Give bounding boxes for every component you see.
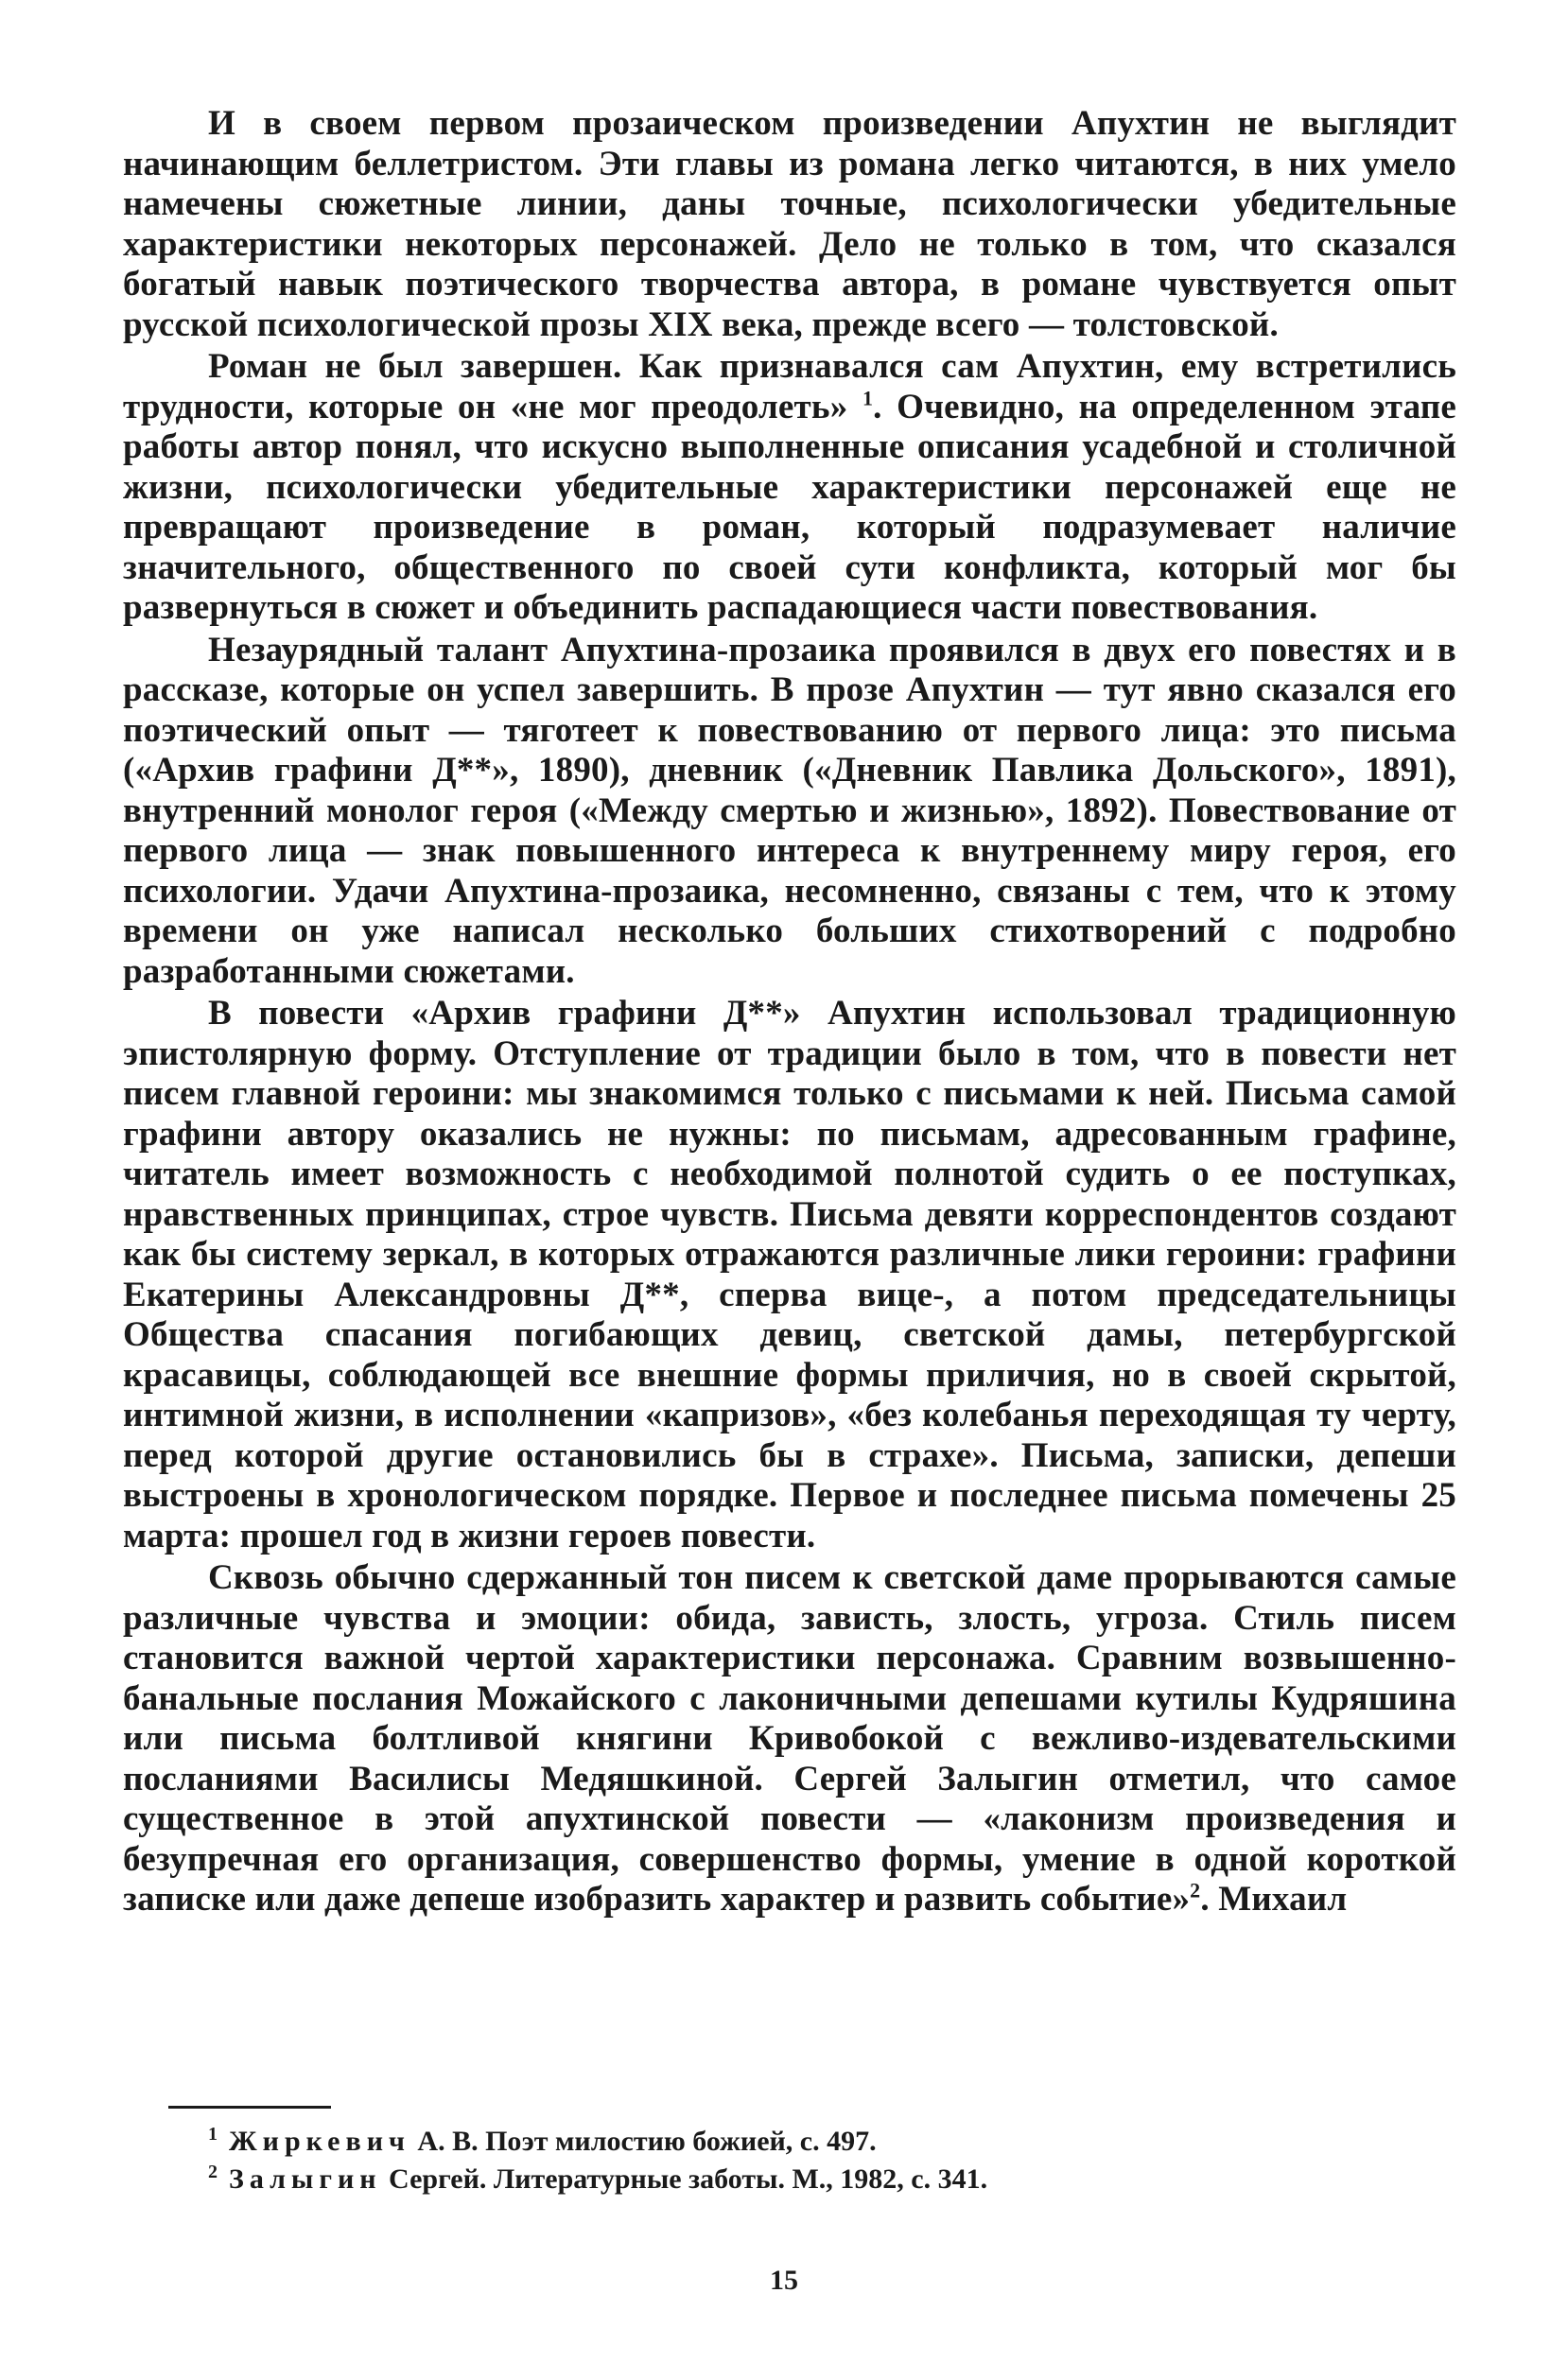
paragraph bbox=[123, 347, 1456, 629]
footnote-author: Залыгин bbox=[229, 2163, 382, 2195]
paragraph bbox=[123, 104, 1456, 345]
footnote-reference: 2 bbox=[1190, 1878, 1201, 1902]
paragraph-text: И в своем первом прозаическом произведении Апухтин не выглядит начинающим беллетристом. Эти главы из романа легко читаются, в них умело намечены сюжетные линии, даны точные, психологически убедительные характеристики некоторых персонажей. Дело не только в том, что сказался богатый навык поэтического творчества автора, в романе чувствуется опыт русской психологической прозы XIX века, прежде всего — толстовской. bbox=[123, 104, 1456, 344]
paragraph-text: В повести «Архив графини Д**» Апухтин использовал традиционную эпистолярную форму. Отступление от традиции было в том, что в повести нет писем главной героини: мы знакомимся только с письмами к ней. Письма самой графини автору оказались не нужны: по письмам, адресованным графине, читатель имеет возможность с необходимой полнотой судить о ее поступках, нравственных принципах, строе чувств. Письма девяти корреспондентов создают как бы систему зеркал, в которых отражаются различные лики героини: графини Екатерины Александровны Д**, сперва вице-, а потом председательницы Общества спасания погибающих девиц, светской дамы, петербургской красавицы, соблюдающей все внешние формы приличия, но в своей скрытой, интимной жизни, в исполнении «капризов», «без колебанья переходящая ту черту, перед которой другие остановились бы в страхе». Письма, записки, депеши выстроены в хронологическом порядке. Первое и последнее письма помечены 25 марта: прошел год в жизни героев повести. bbox=[123, 994, 1456, 1555]
footnote-author: Жиркевич bbox=[229, 2126, 410, 2157]
main-text bbox=[123, 104, 1456, 1920]
footnote-divider bbox=[168, 2106, 331, 2109]
footnote-initials: А. В. bbox=[417, 2126, 479, 2157]
paragraph-text: . Михаил bbox=[1200, 1880, 1348, 1919]
footnote-reference: 1 bbox=[862, 386, 874, 410]
footnote-1 bbox=[208, 2123, 1456, 2161]
paragraph-text: Сквозь обычно сдержанный тон писем к светской даме прорываются самые различные чувства и эмоции: обида, зависть, злость, угроза. Стиль писем становится важной чертой характеристики персонажа. Сравним возвышенно-банальные послания Можайского с лаконичными депешами кутилы Кудряшина или письма болтливой княгини Кривобокой с вежливо-издевательскими посланиями Василисы Медяшкиной. Сергей Залыгин отметил, что самое существенное в этой апухтинской повести — «лаконизм произведения и безупречная его организация, совершенство формы, умение в одной короткой записке или даже депеше изобразить характер и развить событие» bbox=[123, 1558, 1456, 1919]
footnote-initials: Сергей. bbox=[389, 2163, 487, 2195]
paragraph bbox=[123, 994, 1456, 1556]
page-number: 15 bbox=[770, 2265, 798, 2296]
footnote-number: 1 bbox=[208, 2124, 218, 2145]
footnote-text: Литературные заботы. М., 1982, с. 341. bbox=[493, 2163, 988, 2195]
footnote-text: Поэт милостию божией, с. 497. bbox=[485, 2126, 877, 2157]
paragraph bbox=[123, 1558, 1456, 1920]
footnotes bbox=[208, 2123, 1456, 2198]
paragraph-text: Незаурядный талант Апухтина-прозаика проявился в двух его повестях и в рассказе, которые он успел завершить. В прозе Апухтин — тут явно сказался его поэтический опыт — тяготеет к повествованию от первого лица: это письма («Архив графини Д**», 1890), дневник («Дневник Павлика Дольского», 1891), внутренний монолог героя («Между смертью и жизнью», 1892). Повествование от первого лица — знак повышенного интереса к внутреннему миру героя, его психологии. Удачи Апухтина-прозаика, несомненно, связаны с тем, что к этому времени он уже написал несколько больших стихотворений с подробно разработанными сюжетами. bbox=[123, 630, 1456, 991]
footnote-2 bbox=[208, 2161, 1456, 2198]
footnote-number: 2 bbox=[208, 2162, 218, 2182]
paragraph-text: Роман не был завершен. Как признавался сам Апухтин, ему встретились трудности, которые он «не мог преодолеть» bbox=[123, 347, 1456, 426]
paragraph-text: . Очевидно, на определенном этапе работы автор понял, что искусно выполненные описания усадебной и столичной жизни, психологически убедительные характеристики персонажей еще не превращают произведение в роман, который подразумевает наличие значительного, общественного по своей сути конфликта, который мог бы развернуться в сюжет и объединить распадающиеся части повествования. bbox=[123, 387, 1456, 627]
paragraph bbox=[123, 631, 1456, 993]
